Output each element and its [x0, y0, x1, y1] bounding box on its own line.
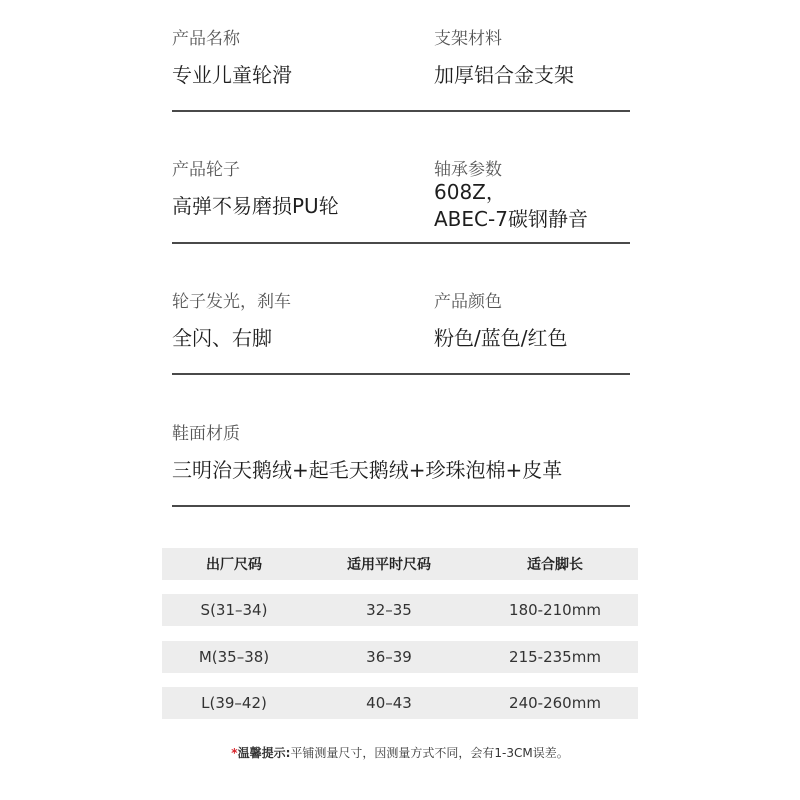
table-header-cell: 适用平时尺码 [347, 557, 431, 573]
table-row [162, 594, 638, 626]
spec-value: 三明治天鹅绒+起毛天鹅绒+珍珠泡棉+皮革 [172, 458, 563, 482]
table-cell: 240-260mm [509, 694, 601, 712]
table-cell: S(31–34) [200, 601, 268, 619]
spec-value: 专业儿童轮滑 [172, 63, 292, 87]
note-prefix: 温馨提示: [237, 746, 291, 760]
note-asterisk: * [231, 746, 238, 760]
table-cell: 215-235mm [509, 648, 601, 666]
table-cell: 32–35 [366, 601, 412, 619]
spec-value: 全闪、右脚 [172, 326, 272, 350]
divider [172, 505, 630, 507]
spec-value: 粉色/蓝色/红色 [434, 326, 568, 350]
note-text: 平铺测量尺寸，因测量方式不同，会有1-3CM误差。 [290, 746, 569, 760]
table-row [162, 687, 638, 719]
table-cell: L(39–42) [201, 694, 267, 712]
table-cell: 180-210mm [509, 601, 601, 619]
divider [172, 373, 630, 375]
table-header-cell: 适合脚长 [527, 557, 583, 573]
divider [172, 242, 630, 244]
spec-label: 产品轮子 [172, 160, 240, 180]
table-header-cell: 出厂尺码 [206, 557, 262, 573]
spec-label: 产品名称 [172, 29, 240, 49]
spec-label: 支架材料 [434, 29, 502, 49]
table-row [162, 641, 638, 673]
spec-value-line-1: 608Z， [434, 180, 506, 204]
spec-value: 高弹不易磨损PU轮 [172, 194, 339, 218]
table-cell: M(35–38) [198, 648, 270, 666]
spec-label: 产品颜色 [434, 292, 502, 312]
spec-value: 加厚铝合金支架 [434, 63, 574, 87]
measurement-note [0, 744, 800, 761]
spec-label: 鞋面材质 [172, 424, 240, 444]
spec-label: 轮子发光，刹车 [172, 292, 291, 312]
spec-label: 轴承参数 [434, 160, 502, 180]
table-cell: 36–39 [366, 648, 412, 666]
table-cell: 40–43 [366, 694, 412, 712]
size-table-header [162, 548, 638, 580]
divider [172, 110, 630, 112]
spec-value-line-2: ABEC-7碳钢静音 [434, 207, 588, 231]
